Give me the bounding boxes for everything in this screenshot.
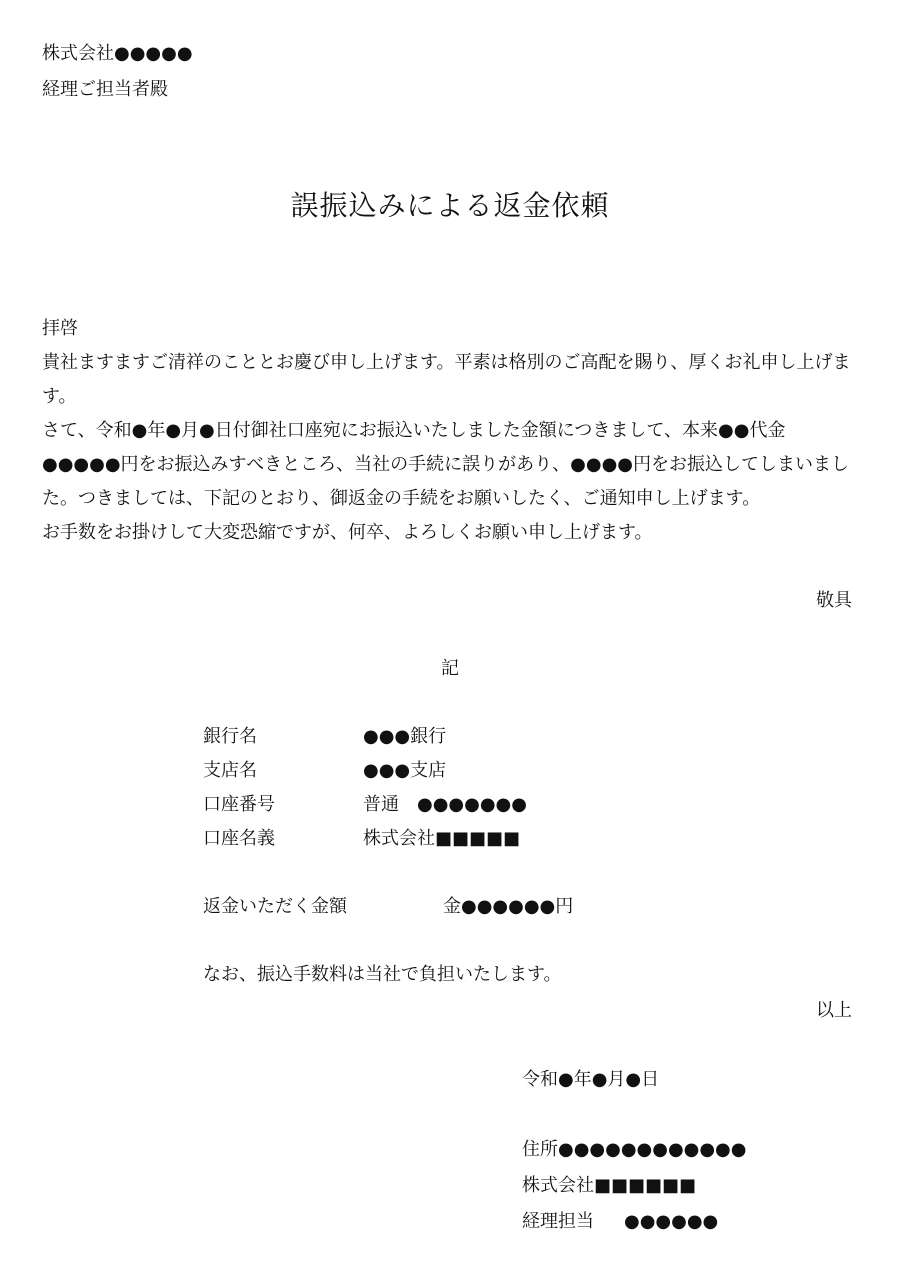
detail-row-account-number: [203, 788, 573, 822]
detail-label: 口座番号: [203, 794, 275, 815]
detail-value: ●●●支店: [363, 760, 447, 781]
sender-spacer: [522, 1098, 746, 1132]
refund-amount-row: [203, 890, 573, 924]
addressee-person: 経理ご担当者殿: [42, 79, 168, 100]
detail-value: 普通 ●●●●●●●: [363, 794, 527, 815]
refund-amount-label: 返金いただく金額: [203, 896, 347, 917]
detail-row-branch: [203, 754, 573, 788]
body-paragraph-1: 貴社ますますご清祥のこととお慶び申し上げます。平素は格別のご高配を賜り、厚くお礼申し上げます。: [42, 352, 851, 407]
detail-value: 株式会社■■■■■: [363, 828, 521, 849]
sender-date: 令和●年●月●日: [522, 1069, 660, 1090]
detail-value: ●●●銀行: [363, 726, 447, 747]
ki-heading: 記: [441, 658, 459, 679]
body-text: [42, 346, 857, 550]
bank-details: [203, 720, 573, 924]
body-paragraph-2: さて、令和●年●月●日付御社口座宛にお振込いたしました金額につきまして、本来●●代金●●●●●円をお振込みすべきところ、当社の手続に誤りがあり、●●●●円をお振込してしまいました。つきましては、下記のとおり、御返金の手続をお願いしたく、ご通知申し上げます。: [42, 420, 849, 509]
body-paragraph-3: お手数をお掛けして大変恐縮ですが、何卒、よろしくお願い申し上げます。: [42, 522, 653, 543]
detail-label: 口座名義: [203, 828, 275, 849]
addressee-block: [42, 36, 193, 108]
document-title: 誤振込みによる返金依頼: [290, 189, 610, 222]
refund-amount-value: 金●●●●●●円: [443, 896, 574, 917]
detail-row-bank: [203, 720, 573, 754]
detail-row-account-holder: [203, 822, 573, 856]
sender-contact-value: ●●●●●●: [624, 1211, 719, 1232]
addressee-company: 株式会社●●●●●: [42, 43, 193, 64]
greeting-haikei: 拝啓: [42, 318, 78, 339]
closing-ijo: 以上: [816, 1000, 852, 1021]
fee-note: なお、振込手数料は当社で負担いたします。: [203, 964, 562, 985]
closing-keigu: 敬具: [816, 590, 852, 611]
sender-block: [522, 1062, 746, 1240]
sender-company: 株式会社■■■■■■: [522, 1175, 697, 1196]
sender-contact-label: 経理担当: [522, 1211, 594, 1232]
sender-contact: [522, 1204, 746, 1240]
detail-label: 銀行名: [203, 726, 257, 747]
detail-label: 支店名: [203, 760, 257, 781]
sender-address: 住所●●●●●●●●●●●●: [522, 1139, 747, 1160]
